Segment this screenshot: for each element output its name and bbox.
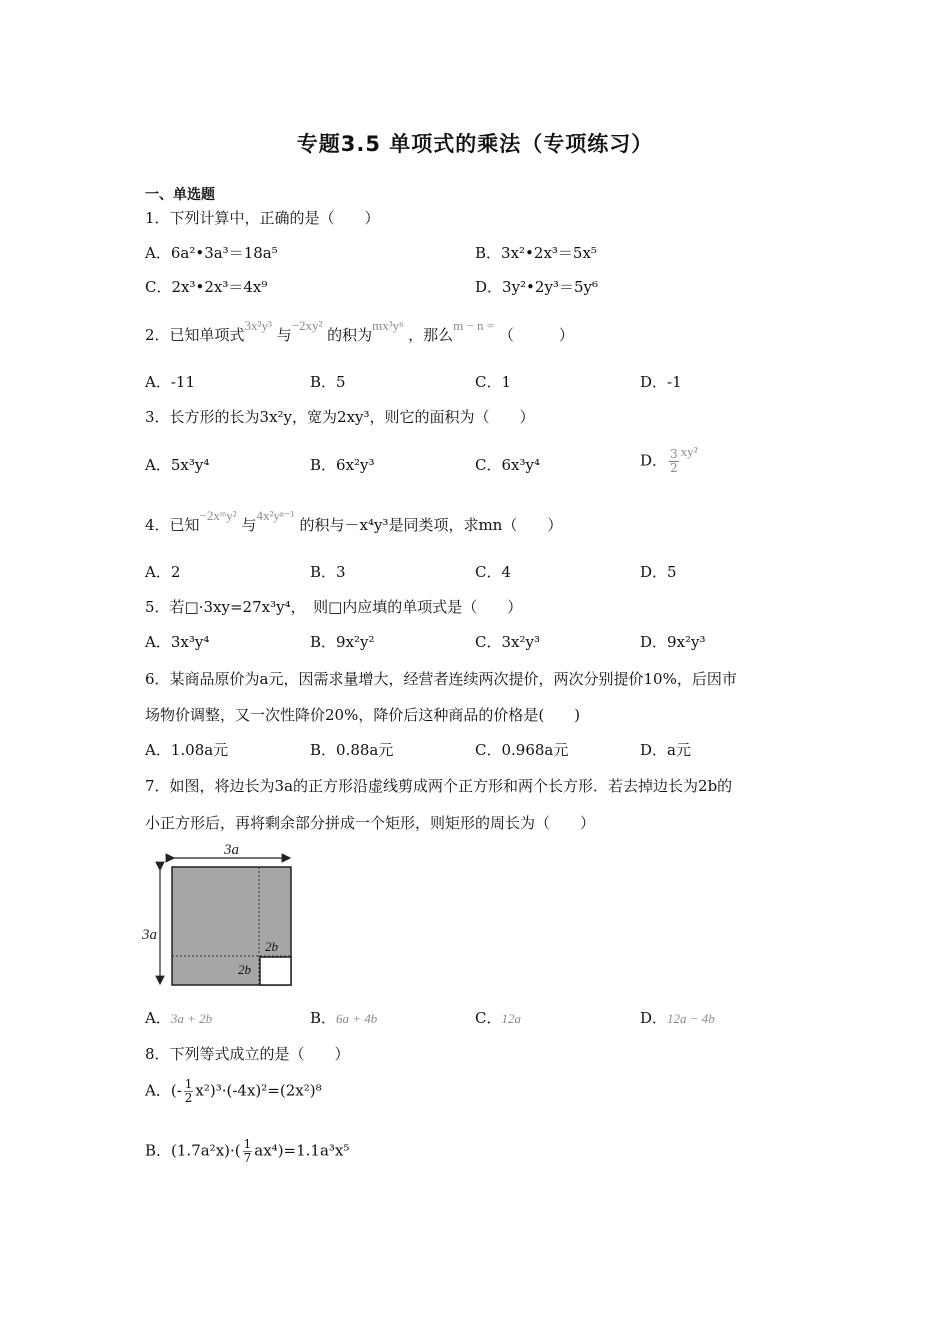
question-7-option-c: C．12a (475, 1009, 521, 1027)
top-dimension-label: 3a (224, 842, 239, 858)
question-3-option-c: C．6x³y⁴ (475, 456, 540, 474)
monomial-2: −2xy² (291, 318, 323, 333)
question-1-option-b: B．3x²•2x³＝5x⁵ (475, 244, 597, 262)
question-5-option-c: C．3x²y³ (475, 633, 540, 651)
question-3-option-d: D． $\frac{3}{2}$ xy² (640, 443, 698, 475)
monomial-1: −2xᵐy² (199, 508, 237, 523)
monomial-1: 3x²y³ (244, 318, 272, 333)
question-7-stem-line-2: 小正方形后，再将剩余部分拼成一个矩形，则矩形的周长为（ ） (145, 814, 596, 832)
question-5-option-b: B．9x²y² (310, 633, 375, 651)
question-2-option-c: C．1 (475, 373, 512, 391)
question-5-option-d: D．9x²y³ (640, 633, 706, 651)
question-8-option-b: B．(1.7a²x)·( $\frac{1}{7}$ ax⁴)=1.1a³x⁵ (145, 1137, 350, 1165)
fraction: $\frac{1}{2}$ (184, 1077, 193, 1105)
question-3-option-a: A．5x³y⁴ (145, 456, 210, 474)
monomial-2: 4x²yⁿ⁻¹ (256, 508, 295, 523)
question-6-option-d: D．a元 (640, 741, 691, 759)
question-7-option-b: B．6a + 4b (310, 1009, 378, 1027)
question-3-option-b: B．6x²y³ (310, 456, 375, 474)
question-6-option-c: C．0.968a元 (475, 741, 569, 759)
question-6-option-b: B．0.88a元 (310, 741, 394, 759)
inner-label-2b-left: 2b (238, 962, 251, 977)
inner-label-2b-top: 2b (265, 939, 278, 954)
question-2-option-b: B．5 (310, 373, 346, 391)
square-figure (138, 838, 303, 993)
left-dimension-label: 3a (142, 927, 157, 943)
question-6-stem-line-2: 场物价调整，又一次性降价20%，降价后这种商品的价格是( ) (145, 706, 581, 724)
small-square (260, 957, 291, 985)
question-5-stem: 5．若□·3xy=27x³y⁴， 则□内应填的单项式是（ ） (145, 598, 523, 616)
question-4-stem: 4．已知−2xᵐy² 与4x²yⁿ⁻¹ 的积与－x⁴y³是同类项，求mn（ ） (145, 508, 563, 534)
question-4-option-b: B．3 (310, 563, 346, 581)
section-heading: 一、单选题 (145, 187, 215, 203)
question-3-stem: 3．长方形的长为3x²y，宽为2xy³，则它的面积为（ ） (145, 408, 535, 426)
question-2-stem: 2．已知单项式3x²y³ 与−2xy² 的积为mx³yⁿ ，那么m − n = （ ） (145, 318, 574, 344)
page-title: 专题3.5 单项式的乘法（专项练习） (296, 132, 654, 156)
question-1-stem: 1．下列计算中，正确的是（ ） (145, 209, 380, 227)
monomial-product: mx³yⁿ (372, 318, 404, 333)
question-7-option-d: D．12a − 4b (640, 1009, 715, 1027)
expression: m − n = (453, 318, 495, 333)
question-1-option-d: D．3y²•2y³＝5y⁶ (475, 278, 598, 296)
question-4-option-c: C．4 (475, 563, 512, 581)
question-1-option-a: A．6a²•3a³＝18a⁵ (145, 244, 278, 262)
question-4-option-a: A．2 (145, 563, 181, 581)
question-6-option-a: A．1.08a元 (145, 741, 229, 759)
question-4-option-d: D．5 (640, 563, 677, 581)
question-8-option-a: A．(- $\frac{1}{2}$ x²)³·(-4x)²=(2x²)⁸ (145, 1077, 322, 1105)
question-1-option-c: C．2x³•2x³＝4x⁹ (145, 278, 268, 296)
question-7-option-a: A．3a + 2b (145, 1009, 213, 1027)
question-7-stem-line-1: 7．如图，将边长为3a的正方形沿虚线剪成两个正方形和两个长方形．若去掉边长为2b的 (145, 777, 733, 795)
question-5-option-a: A．3x³y⁴ (145, 633, 210, 651)
question-2-option-d: D．-1 (640, 373, 682, 391)
question-8-stem: 8．下列等式成立的是（ ） (145, 1045, 350, 1063)
question-6-stem-line-1: 6．某商品原价为a元，因需求量增大，经营者连续两次提价，两次分别提价10%，后因市 (145, 670, 737, 688)
question-2-option-a: A．-11 (145, 373, 195, 391)
fraction: $\frac{1}{7}$ (243, 1137, 252, 1165)
fraction: $\frac{3}{2}$ (670, 447, 678, 475)
